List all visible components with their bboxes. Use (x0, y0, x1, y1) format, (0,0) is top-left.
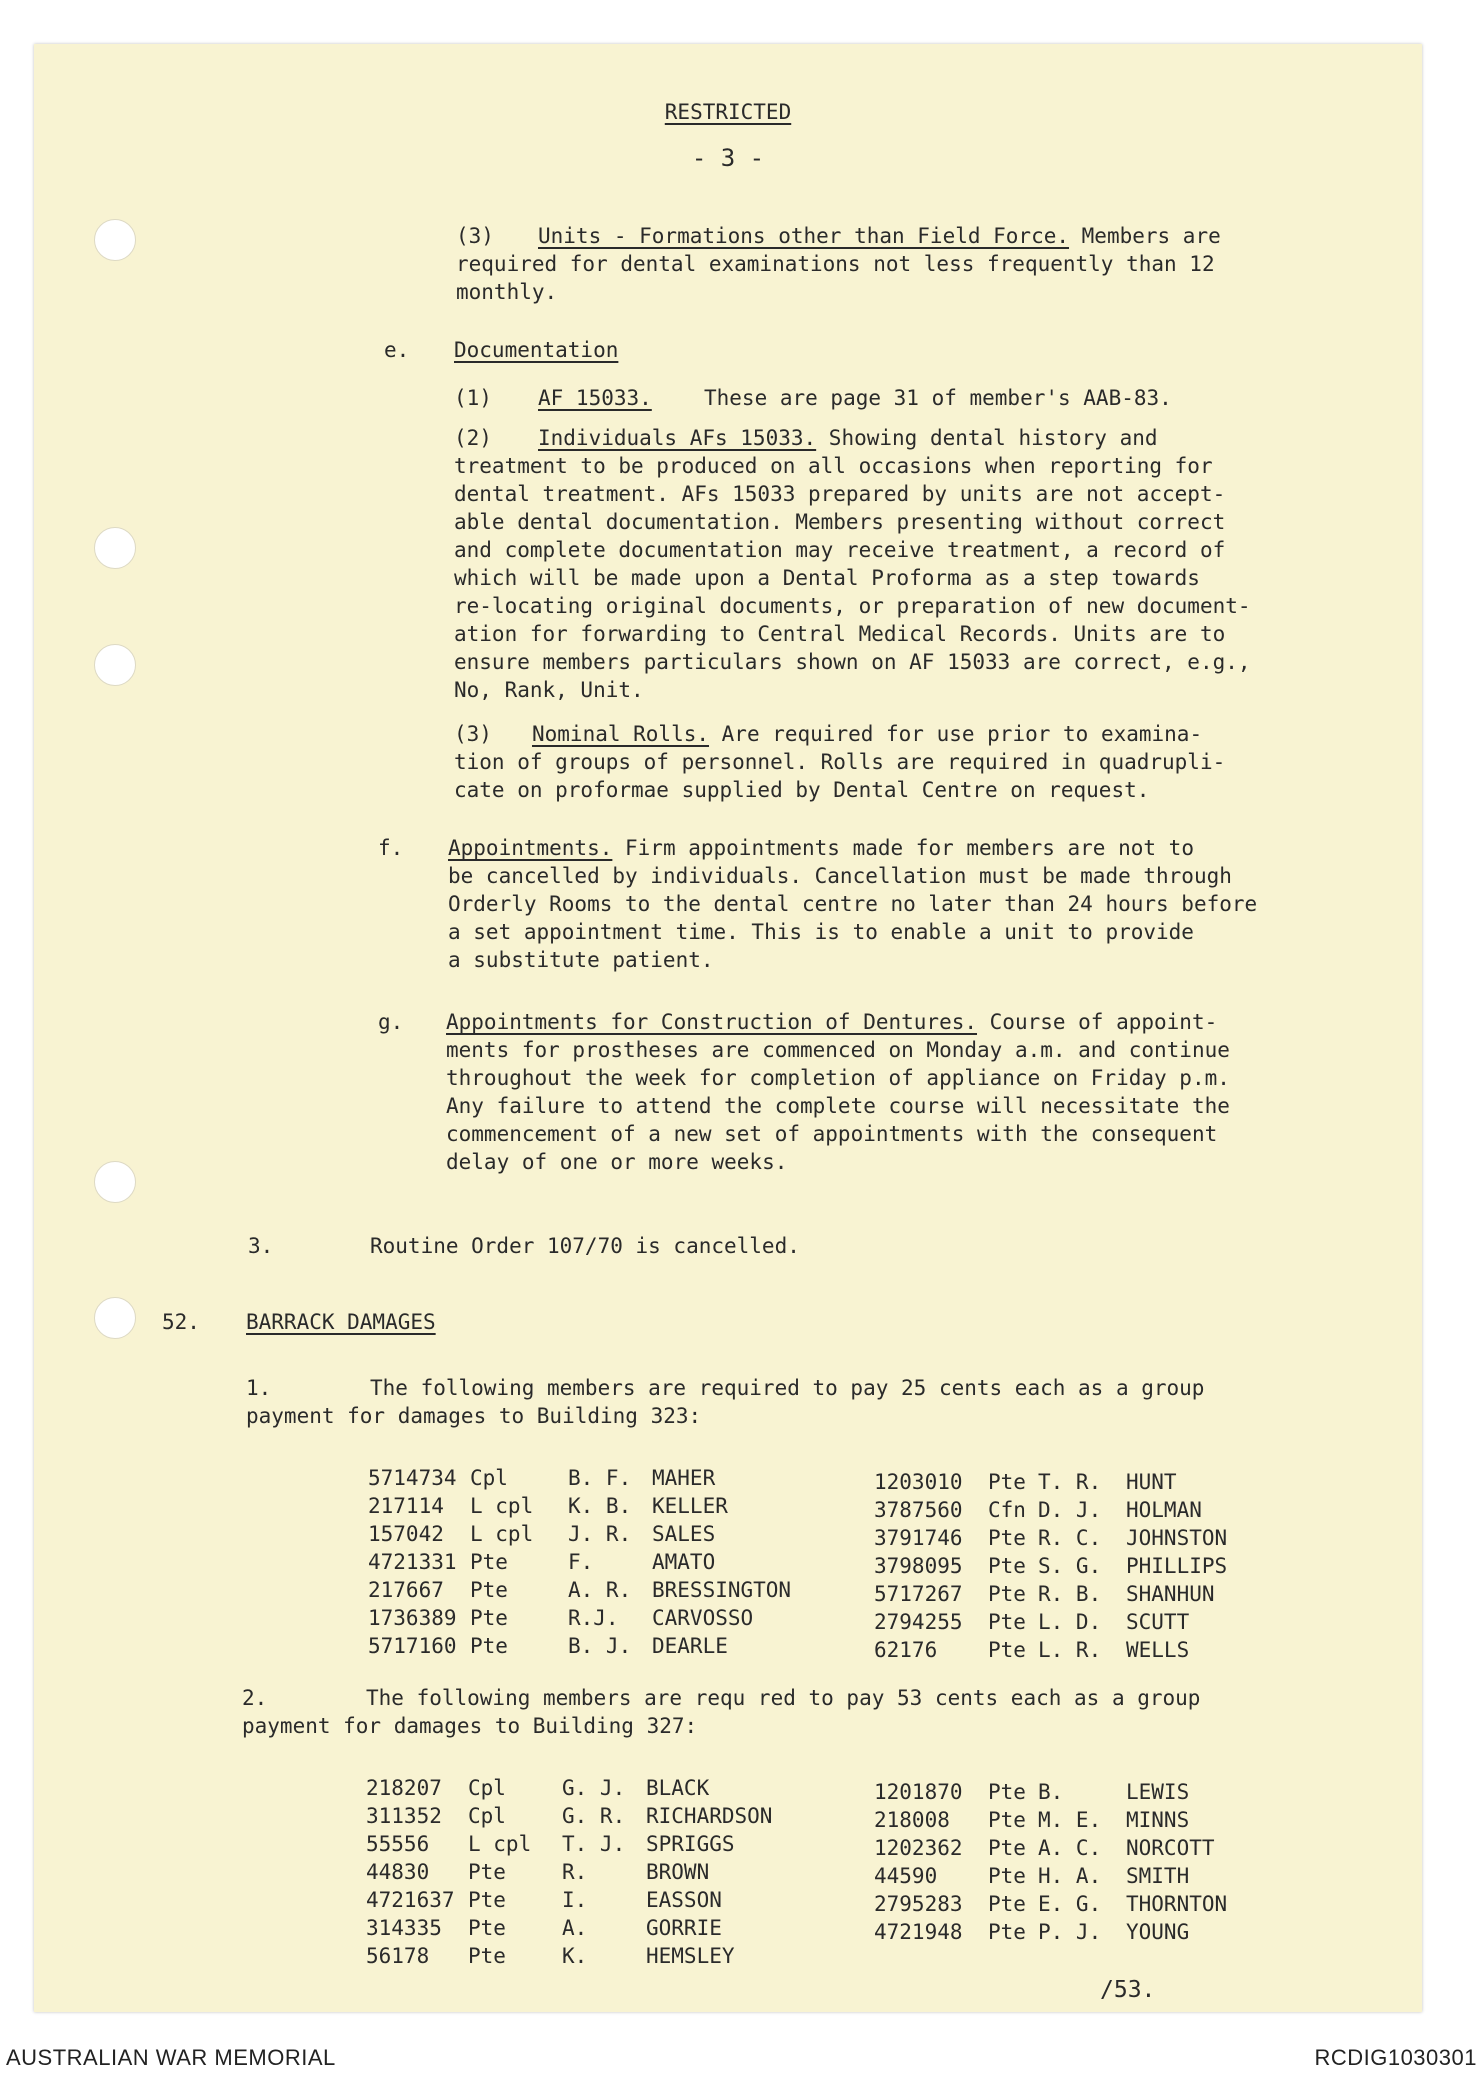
member-name: SMITH (1126, 1864, 1190, 1888)
member-rank: Pte (988, 1808, 1026, 1832)
member-no: 56178 (366, 1944, 430, 1968)
member-rank: Cpl (468, 1804, 506, 1828)
member-no: 44590 (874, 1864, 938, 1888)
classification-header: RESTRICTED (664, 100, 792, 124)
member-name: EASSON (646, 1888, 722, 1912)
member-rank: Pte (468, 1944, 506, 1968)
section-letter: e. (384, 338, 410, 362)
member-name: GORRIE (646, 1916, 722, 1940)
body-line: delay of one or more weeks. (446, 1150, 788, 1174)
punch-hole (94, 219, 136, 261)
member-rank: Pte (988, 1892, 1026, 1916)
member-initials: B. F. (568, 1466, 632, 1490)
member-no: 3798095 (874, 1554, 963, 1578)
member-initials: K. (562, 1944, 588, 1968)
member-no: 3791746 (874, 1526, 963, 1550)
member-initials: K. B. (568, 1494, 632, 1518)
item-heading: Units - Formations other than Field Force. (538, 224, 1070, 248)
member-initials: P. J. (1038, 1920, 1102, 1944)
member-rank: Pte (468, 1916, 506, 1940)
member-name: BLACK (646, 1776, 710, 1800)
member-name: PHILLIPS (1126, 1554, 1228, 1578)
member-rank: Pte (988, 1526, 1026, 1550)
section-line: Appointments. Firm appointments made for members are not to (448, 836, 1194, 860)
member-name: LEWIS (1126, 1780, 1190, 1804)
member-rank: L cpl (468, 1832, 532, 1856)
body-line: ensure members particulars shown on AF 15033 are correct, e.g., (454, 650, 1251, 674)
member-rank: Pte (470, 1606, 508, 1630)
paragraph-number: 1. (246, 1376, 272, 1400)
punch-hole (94, 1161, 136, 1203)
member-name: MINNS (1126, 1808, 1190, 1832)
member-rank: Cpl (468, 1776, 506, 1800)
body-line: payment for damages to Building 323: (246, 1404, 702, 1428)
section-line: Appointments for Construction of Dentures. Course of appoint- (446, 1010, 1218, 1034)
item-heading: Nominal Rolls. (532, 722, 710, 746)
member-no: 1202362 (874, 1836, 963, 1860)
member-name: THORNTON (1126, 1892, 1228, 1916)
member-initials: G. J. (562, 1776, 626, 1800)
member-name: WELLS (1126, 1638, 1190, 1662)
member-no: 217114 (368, 1494, 444, 1518)
section-line: Nominal Rolls. Are required for use prior to examina- (532, 722, 1203, 746)
member-initials: F. (568, 1550, 594, 1574)
member-name: NORCOTT (1126, 1836, 1215, 1860)
member-no: 314335 (366, 1916, 442, 1940)
body-line: The following members are required to pay 25 cents each as a group (370, 1376, 1205, 1400)
member-rank: Pte (468, 1860, 506, 1884)
member-initials: R.J. (568, 1606, 619, 1630)
member-initials: R. B. (1038, 1582, 1102, 1606)
member-no: 1201870 (874, 1780, 963, 1804)
member-no: 5717267 (874, 1582, 963, 1606)
member-initials: I. (562, 1888, 588, 1912)
body-line: dental treatment. AFs 15033 prepared by units are not accept- (454, 482, 1226, 506)
member-initials: B. (1038, 1780, 1064, 1804)
continuation-marker: /53. (1100, 1977, 1156, 2003)
member-no: 218207 (366, 1776, 442, 1800)
body-line: Routine Order 107/70 is cancelled. (370, 1234, 800, 1258)
member-no: 217667 (368, 1578, 444, 1602)
member-rank: Pte (988, 1582, 1026, 1606)
body-line: ation for forwarding to Central Medical Records. Units are to (454, 622, 1226, 646)
member-name: SHANHUN (1126, 1582, 1215, 1606)
member-rank: L cpl (470, 1522, 534, 1546)
body-line: No, Rank, Unit. (454, 678, 644, 702)
member-initials: J. R. (568, 1522, 632, 1546)
punch-hole (94, 644, 136, 686)
body-line: Orderly Rooms to the dental centre no later than 24 hours before (448, 892, 1258, 916)
member-rank: Pte (988, 1864, 1026, 1888)
member-no: 4721637 (366, 1888, 455, 1912)
body-line: throughout the week for completion of appliance on Friday p.m. (446, 1066, 1230, 1090)
member-no: 1736389 (368, 1606, 457, 1630)
member-name: HEMSLEY (646, 1944, 735, 1968)
member-initials: T. J. (562, 1832, 626, 1856)
member-name: RICHARDSON (646, 1804, 773, 1828)
footer-id: RCDIG1030301 (1314, 2045, 1477, 2070)
member-initials: H. A. (1038, 1864, 1102, 1888)
member-name: BROWN (646, 1860, 710, 1884)
member-rank: Pte (470, 1578, 508, 1602)
item-heading: Individuals AFs 15033. (538, 426, 817, 450)
member-rank: Pte (468, 1888, 506, 1912)
section-letter: g. (378, 1010, 404, 1034)
punch-hole (94, 1297, 136, 1339)
member-no: 2795283 (874, 1892, 963, 1916)
section-letter: f. (378, 836, 404, 860)
section-heading: Appointments. (448, 836, 613, 860)
body-line: ments for prostheses are commenced on Monday a.m. and continue (446, 1038, 1230, 1062)
body-line: which will be made upon a Dental Proforma as a step towards (454, 566, 1200, 590)
document-page (34, 44, 1422, 2012)
member-name: HUNT (1126, 1470, 1177, 1494)
member-initials: R. C. (1038, 1526, 1102, 1550)
body-line: tion of groups of personnel. Rolls are required in quadrupli- (454, 750, 1226, 774)
body-line: treatment to be produced on all occasions when reporting for (454, 454, 1213, 478)
item-heading: AF 15033. (538, 386, 652, 410)
member-name: JOHNSTON (1126, 1526, 1228, 1550)
member-rank: Pte (470, 1550, 508, 1574)
member-initials: E. G. (1038, 1892, 1102, 1916)
body-line: and complete documentation may receive treatment, a record of (454, 538, 1226, 562)
member-name: MAHER (652, 1466, 716, 1490)
member-initials: T. R. (1038, 1470, 1102, 1494)
item-number: (3) (456, 224, 494, 248)
member-initials: M. E. (1038, 1808, 1102, 1832)
member-no: 3787560 (874, 1498, 963, 1522)
body-line: a set appointment time. This is to enable a unit to provide (448, 920, 1194, 944)
member-name: SCUTT (1126, 1610, 1190, 1634)
item-number: (3) (454, 722, 492, 746)
body-line: re-locating original documents, or preparation of new document- (454, 594, 1251, 618)
section-heading: Appointments for Construction of Dentures. (446, 1010, 978, 1034)
footer-source: AUSTRALIAN WAR MEMORIAL (6, 2045, 336, 2070)
member-name: AMATO (652, 1550, 716, 1574)
member-no: 218008 (874, 1808, 950, 1832)
body-line: The following members are requ red to pay 53 cents each as a group (366, 1686, 1201, 1710)
member-name: HOLMAN (1126, 1498, 1202, 1522)
member-initials: A. R. (568, 1578, 632, 1602)
member-initials: S. G. (1038, 1554, 1102, 1578)
member-name: DEARLE (652, 1634, 728, 1658)
member-name: YOUNG (1126, 1920, 1190, 1944)
section-line: Individuals AFs 15033. Showing dental history and (538, 426, 1158, 450)
item-number: (1) (454, 386, 492, 410)
paragraph-number: 2. (242, 1686, 268, 1710)
member-no: 4721331 (368, 1550, 457, 1574)
order-heading: BARRACK DAMAGES (246, 1310, 436, 1334)
member-rank: Cpl (470, 1466, 508, 1490)
member-name: CARVOSSO (652, 1606, 754, 1630)
member-no: 62176 (874, 1638, 938, 1662)
member-no: 1203010 (874, 1470, 963, 1494)
page-number: - 3 - (691, 144, 765, 172)
member-no: 5717160 (368, 1634, 457, 1658)
member-no: 2794255 (874, 1610, 963, 1634)
member-no: 311352 (366, 1804, 442, 1828)
body-line: required for dental examinations not less frequently than 12 (456, 252, 1215, 276)
member-initials: A. C. (1038, 1836, 1102, 1860)
member-no: 157042 (368, 1522, 444, 1546)
member-no: 44830 (366, 1860, 430, 1884)
member-rank: Pte (470, 1634, 508, 1658)
body-line: cate on proformae supplied by Dental Centre on request. (454, 778, 1150, 802)
member-initials: D. J. (1038, 1498, 1102, 1522)
body-line: commencement of a new set of appointments with the consequent (446, 1122, 1218, 1146)
member-rank: Pte (988, 1836, 1026, 1860)
member-initials: R. (562, 1860, 588, 1884)
section-line: Units - Formations other than Field Force. Members are (538, 224, 1221, 248)
member-rank: Pte (988, 1554, 1026, 1578)
member-rank: L cpl (470, 1494, 534, 1518)
member-name: SALES (652, 1522, 716, 1546)
member-rank: Pte (988, 1610, 1026, 1634)
body-line: These are page 31 of member's AAB-83. (704, 386, 1172, 410)
member-rank: Pte (988, 1638, 1026, 1662)
member-initials: A. (562, 1916, 588, 1940)
body-line: Any failure to attend the complete course will necessitate the (446, 1094, 1230, 1118)
order-number: 52. (162, 1310, 200, 1334)
member-name: KELLER (652, 1494, 728, 1518)
member-no: 55556 (366, 1832, 430, 1856)
body-line: monthly. (456, 280, 558, 304)
member-initials: L. D. (1038, 1610, 1102, 1634)
item-number: (2) (454, 426, 492, 450)
member-rank: Pte (988, 1920, 1026, 1944)
body-line: able dental documentation. Members presenting without correct (454, 510, 1226, 534)
member-initials: B. J. (568, 1634, 632, 1658)
section-heading: Documentation (454, 338, 619, 362)
member-name: BRESSINGTON (652, 1578, 792, 1602)
body-line: be cancelled by individuals. Cancellation must be made through (448, 864, 1232, 888)
body-line: payment for damages to Building 327: (242, 1714, 698, 1738)
member-no: 4721948 (874, 1920, 963, 1944)
paragraph-number: 3. (248, 1234, 274, 1258)
member-rank: Cfn (988, 1498, 1026, 1522)
member-rank: Pte (988, 1470, 1026, 1494)
punch-hole (94, 527, 136, 569)
member-name: SPRIGGS (646, 1832, 735, 1856)
member-initials: G. R. (562, 1804, 626, 1828)
member-rank: Pte (988, 1780, 1026, 1804)
body-line: a substitute patient. (448, 948, 714, 972)
member-initials: L. R. (1038, 1638, 1102, 1662)
member-no: 5714734 (368, 1466, 457, 1490)
